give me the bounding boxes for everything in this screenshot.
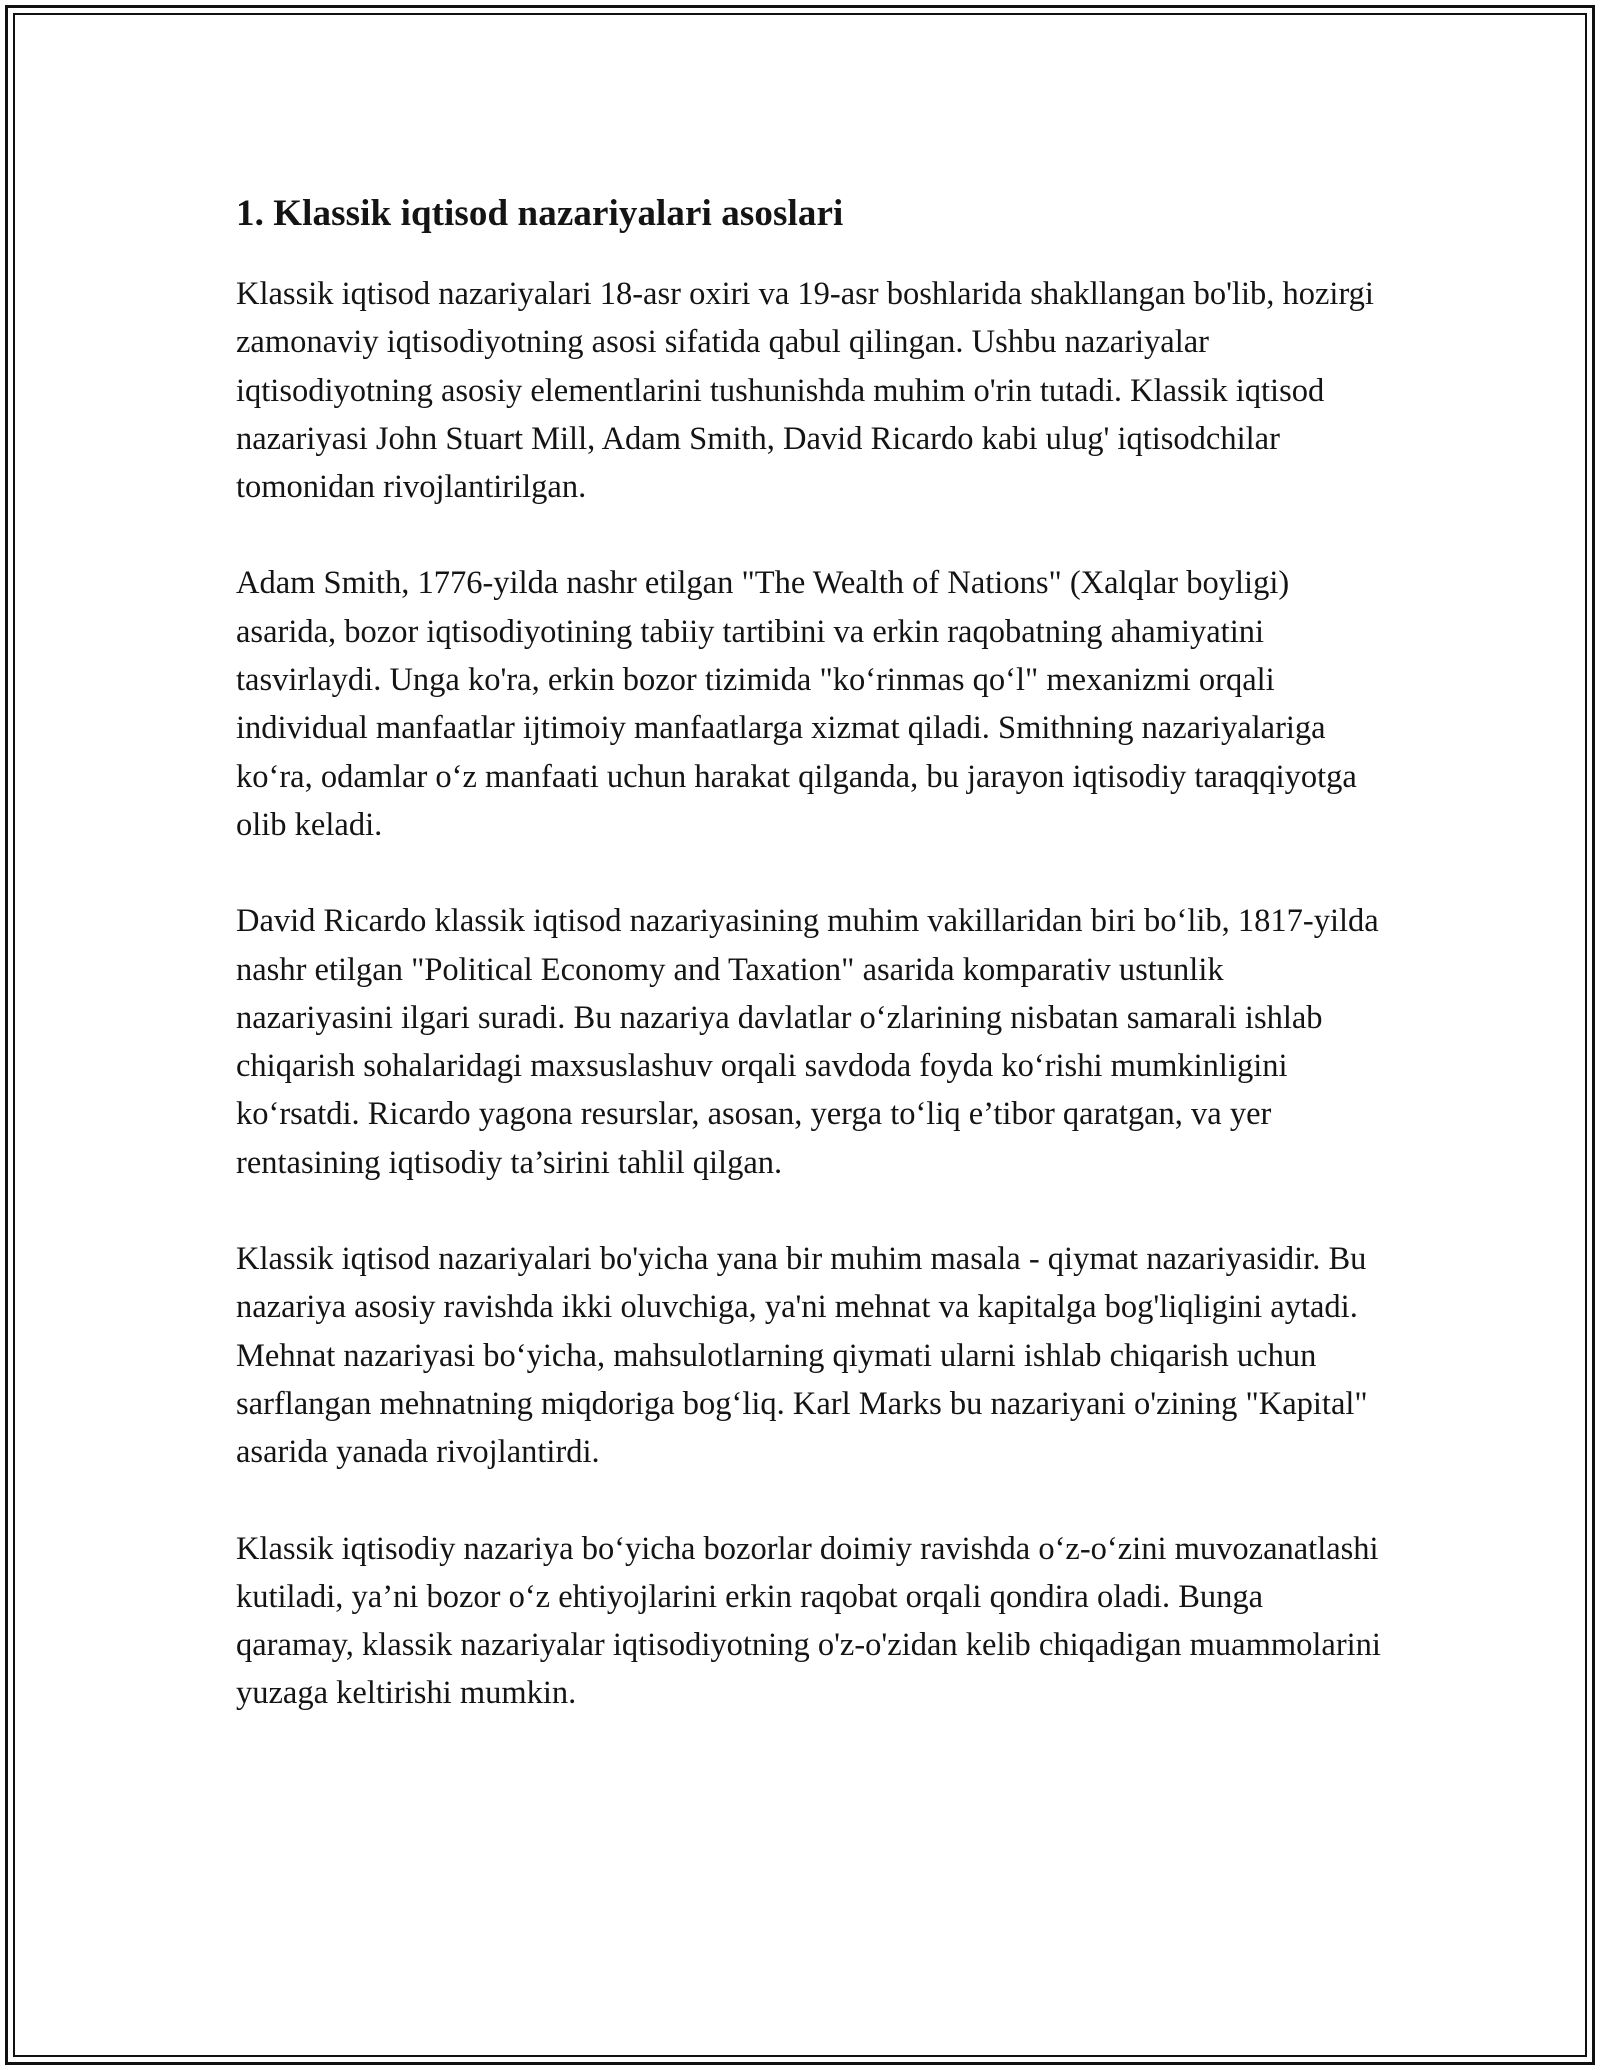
document-body xyxy=(236,186,1386,1766)
paragraph-value-theory: Klassik iqtisod nazariyalari bo'yicha yana bir muhim masala - qiymat nazariyasidir. Bu nazariya asosiy ravishda ikki oluvchiga, ya'ni mehnat va kapitalga bog'liqligini aytadi. Mehnat nazariyasi boʻyicha, mahsulotlarning qiymati ularni ishlab chiqarish uchun sarflangan mehnatning miqdoriga bogʻliq. Karl Marks bu nazariyani o'zining "Kapital" asarida yanada rivojlantirdi. xyxy=(236,1241,1368,1471)
paragraph-intro: Klassik iqtisod nazariyalari 18-asr oxiri va 19-asr boshlarida shakllangan bo'lib, hozirgi zamonaviy iqtisodiyotning asosi sifatida qabul qilingan. Ushbu nazariyalar iqtisodiyotning asosiy elementlarini tushunishda muhim o'rin tutadi. Klassik iqtisod nazariyasi John Stuart Mill, Adam Smith, David Ricardo kabi ulug' iqtisodchilar tomonidan rivojlantirilgan. xyxy=(236,276,1374,506)
paragraph-david-ricardo: David Ricardo klassik iqtisod nazariyasining muhim vakillaridan biri boʻlib, 1817-yilda nashr etilgan "Political Economy and Taxation" asarida komparativ ustunlik nazariyasini ilgari suradi. Bu nazariya davlatlar oʻzlarining nisbatan samarali ishlab chiqarish sohalaridagi maxsuslashuv orqali savdoda foyda koʻrishi mumkinligini koʻrsatdi. Ricardo yagona resurslar, asosan, yerga toʻliq e’tibor qaratgan, va yer rentasining iqtisodiy ta’sirini tahlil qilgan. xyxy=(236,903,1379,1181)
section-heading: 1. Klassik iqtisod nazariyalari asoslari xyxy=(236,193,844,234)
paragraph-market-equilibrium: Klassik iqtisodiy nazariya boʻyicha bozorlar doimiy ravishda oʻz-oʻzini muvozanatlashi kutiladi, ya’ni bozor oʻz ehtiyojlarini erkin raqobat orqali qondira oladi. Bunga qaramay, klassik nazariyalar iqtisodiyotning o'z-o'zidan kelib chiqadigan muammolarini yuzaga keltirishi mumkin. xyxy=(236,1530,1381,1712)
paragraph-adam-smith: Adam Smith, 1776-yilda nashr etilgan "The Wealth of Nations" (Xalqlar boyligi) asarida, bozor iqtisodiyotining tabiiy tartibini va erkin raqobatning ahamiyatini tasvirlaydi. Unga ko'ra, erkin bozor tizimida "koʻrinmas qoʻl" mexanizmi orqali individual manfaatlar ijtimoiy manfaatlarga xizmat qiladi. Smithning nazariyalariga koʻra, odamlar oʻz manfaati uchun harakat qilganda, bu jarayon iqtisodiy taraqqiyotga olib keladi. xyxy=(236,565,1357,843)
